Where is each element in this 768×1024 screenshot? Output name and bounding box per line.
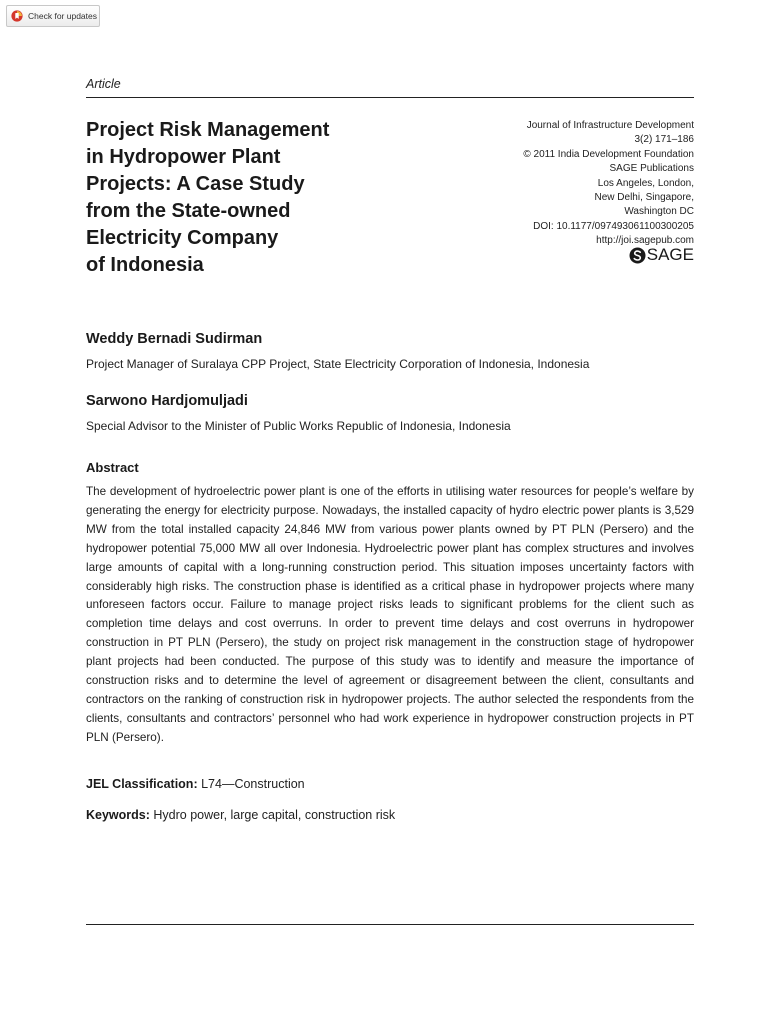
publisher-location: New Delhi, Singapore,	[594, 192, 694, 204]
jel-classification	[86, 777, 305, 791]
doi-text: DOI: 10.1177/097493061100300205	[533, 220, 694, 232]
title-line: Projects: A Case Study	[86, 173, 305, 195]
sage-logo	[629, 245, 694, 265]
jel-value: L74—Construction	[201, 777, 305, 791]
abstract-body: The development of hydroelectric power plant is one of the efforts in utilising water resources for people’s welfare by generating the energy for electricity purpose. Nowadays, the installed capacity of hydro electric power plants is 3,529 MW from the total installed capacity 24,846 MW from various power plants owned by PT PLN (Persero) and the hydropower potential 75,000 MW all over Indonesia. Hydroelectric power plant has complex structures and involves large amounts of capital with a long-running construction period. This situation imposes uncertainty factors with considerably high risks. The construction phase is identified as a critical phase in hydropower projects where many unforeseen factors occur. Failure to manage project risks leads to significant problems for the client such as completion time delays and cost overruns. In order to prevent time delays and cost overruns in hydropower construction in PT PLN (Persero), the study on project risk management in the construction stage of hydropower plant projects had been conducted. The purpose of this study was to identify and measure the importance of construction risks and to determine the level of agreement or disagreement between the client, consultants and contractors on the ranking of construction risk in hydropower projects. The author selected the respondents from the clients, consultants and contractors’ personnel who had work experience in hydropower construction projects in PT PLN (Persero).	[86, 485, 694, 744]
crossmark-icon	[11, 10, 23, 22]
header-divider	[86, 97, 694, 98]
title-line: of Indonesia	[86, 254, 204, 276]
article-type-label: Article	[86, 77, 121, 91]
publisher-name: SAGE Publications	[609, 163, 694, 175]
journal-metadata	[523, 119, 694, 249]
author-affiliation: Special Advisor to the Minister of Public Works Republic of Indonesia, Indonesia	[86, 419, 511, 433]
check-for-updates-button[interactable]	[6, 5, 100, 27]
keywords-value: Hydro power, large capital, construction risk	[153, 808, 396, 822]
footer-divider	[86, 924, 694, 925]
copyright-line: © 2011 India Development Foundation	[523, 148, 694, 160]
abstract-heading: Abstract	[86, 460, 139, 475]
publisher-location: Washington DC	[624, 206, 694, 218]
article-title	[86, 117, 396, 279]
sage-logo-text: SAGE	[646, 245, 694, 264]
journal-volume-pages: 3(2) 171–186	[634, 134, 694, 146]
journal-url-link[interactable]: http://joi.sagepub.com	[596, 235, 694, 247]
title-line: in Hydropower Plant	[86, 146, 281, 168]
journal-name: Journal of Infrastructure Development	[526, 120, 694, 131]
title-line: Project Risk Management	[86, 119, 330, 141]
check-for-updates-label: Check for updates	[28, 11, 97, 21]
keywords-label: Keywords:	[86, 808, 150, 822]
author-affiliation: Project Manager of Suralaya CPP Project, State Electricity Corporation of Indonesia, Indonesia	[86, 357, 590, 371]
author-name: Weddy Bernadi Sudirman	[86, 331, 263, 347]
publisher-location: Los Angeles, London,	[597, 177, 694, 189]
jel-label: JEL Classification:	[86, 777, 198, 791]
title-line: Electricity Company	[86, 227, 279, 249]
author-name: Sarwono Hardjomuljadi	[86, 393, 248, 409]
title-line: from the State-owned	[86, 200, 291, 222]
keywords	[86, 808, 395, 822]
sage-s-logo-icon	[629, 247, 646, 264]
